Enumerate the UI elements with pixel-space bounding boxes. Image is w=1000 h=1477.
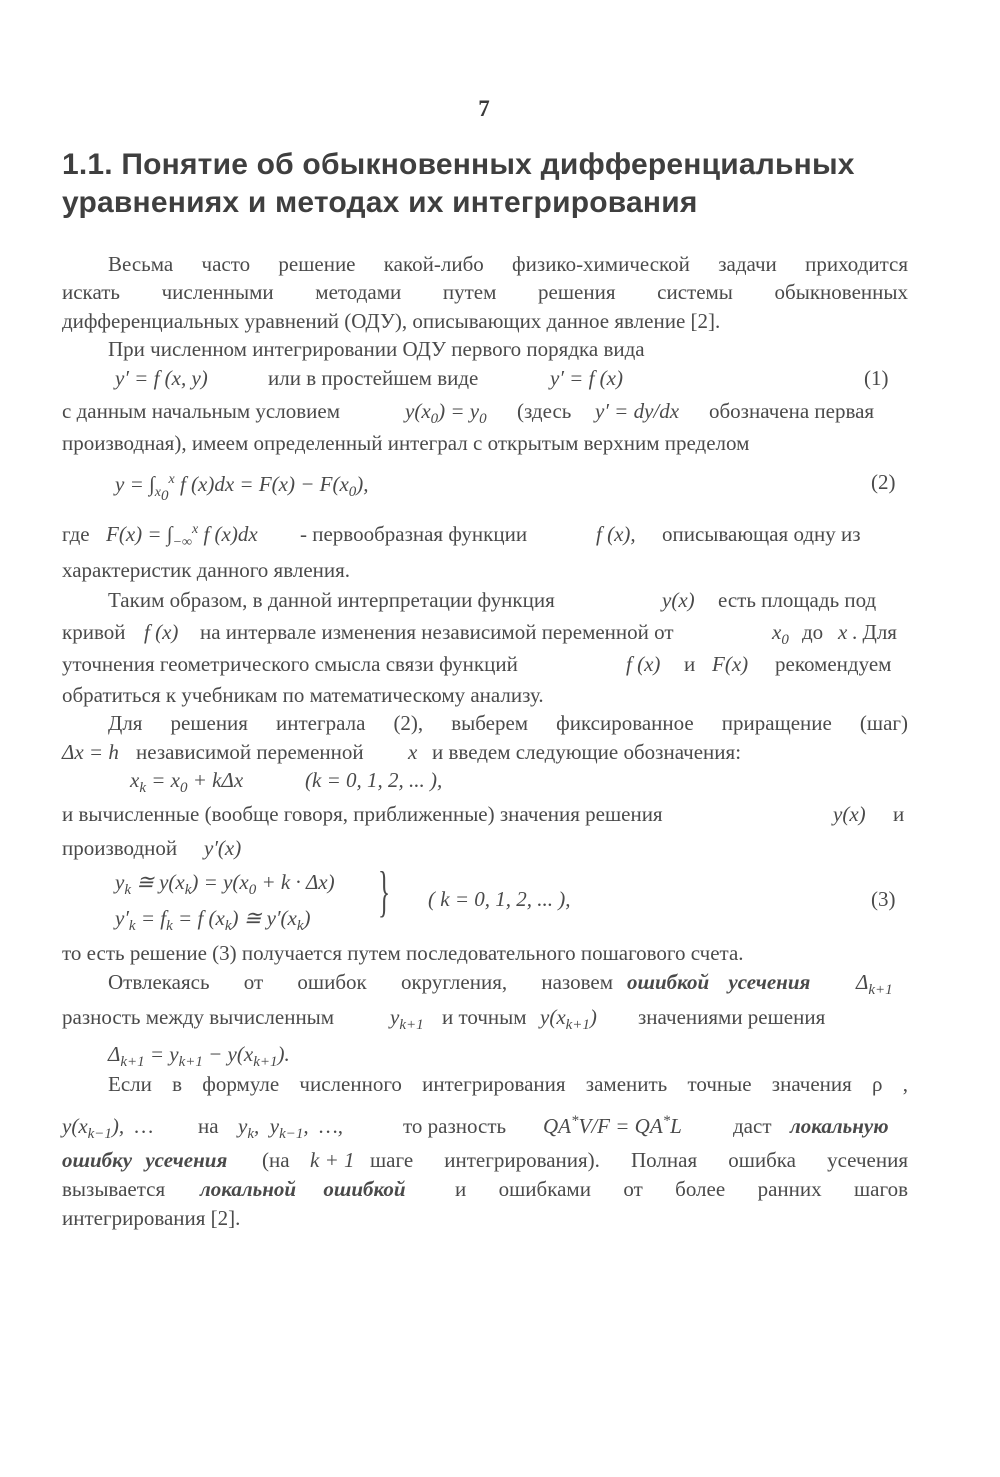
equation-xk: $x_k = x_0 + k\Delta x$ [130, 768, 244, 797]
paragraph-10-line-2-a: на [198, 1114, 219, 1138]
paragraph-2-line-1: При численном интегрировании ОДУ первого порядка вида [108, 337, 645, 361]
page-number: 7 [478, 96, 490, 121]
equation-2: $y = \int_{x_0}^x$ f $(x)dx = F(x) - F(x_0)$, [115, 472, 369, 504]
term-local-error: локальной ошибкой [200, 1177, 406, 1201]
y-x-k1: $y(x_{k+1})$ [540, 1005, 597, 1034]
paragraph-4-line-1-c: описывающая одну из [662, 522, 861, 546]
paragraph-7-line-2-a: производной [62, 836, 178, 860]
function-f-2: f (x) [626, 652, 661, 676]
paragraph-10-line-4-a: вызывается [62, 1177, 166, 1201]
paragraph-5-line-3-c: рекомендуем [775, 652, 892, 676]
y-k-list: $y_k$, $y_{k-1}$, …, [238, 1114, 344, 1143]
paragraph-1-line-2: искать численными методами путем решения системы обыкновенных [62, 280, 908, 304]
paragraph-5-line-2-a: кривой [62, 620, 126, 644]
x-var-2: x [408, 740, 418, 764]
function-f: f (x), [596, 522, 636, 546]
paragraph-5-line-2-d: . Для [852, 620, 897, 644]
paragraph-6-line-2-a: независимой переменной [136, 740, 364, 764]
paragraph-7-line-1-b: и [893, 802, 905, 826]
derivative-definition: y′ = dy/dx [595, 399, 680, 423]
paragraph-10-line-2-c: даст [733, 1114, 772, 1138]
equation-1-number: (1) [864, 366, 889, 390]
equation-xk-range: (k = 0, 1, 2, ... ), [305, 768, 443, 792]
y-k1: $y_{k+1}$ [390, 1005, 424, 1034]
paragraph-6-line-1: Для решения интеграла (2), выберем фиксированное приращение (шаг) [108, 711, 908, 735]
equation-delta: $\Delta_{k+1} = y_{k+1} - y(x_{k+1})$. [108, 1042, 290, 1071]
paragraph-8: то есть решение (3) получается путем последовательного пошагового счета. [62, 941, 744, 965]
initial-condition: $y(x_0) = y_0$ [405, 399, 487, 428]
equation-1-text: или в простейшем виде [268, 366, 479, 390]
paragraph-10-line-3-b: (на [262, 1148, 290, 1172]
paragraph-10-line-5: интегрирования [2]. [62, 1206, 241, 1230]
paragraph-4-line-1-a: где [62, 522, 90, 546]
paragraph-5-line-2-b: на интервале изменения независимой переменной от [200, 620, 674, 644]
paragraph-3-line-2: производная), имеем определенный интеграл с открытым верхним пределом [62, 431, 750, 455]
paragraph-3-line-1-a: с данным начальным условием [62, 399, 340, 423]
qa-formula: QA*V/F = QA*L [543, 1113, 682, 1138]
equation-1-a: y′ = f (x, y) [115, 366, 208, 390]
function-y: y(x) [662, 588, 695, 612]
paragraph-3-line-1-b: (здесь [517, 399, 572, 423]
function-F: F(x) [712, 652, 749, 676]
equation-3-number: (3) [871, 887, 896, 911]
equation-1-b: y′ = f (x) [550, 366, 623, 390]
term-local: локальную [790, 1114, 889, 1138]
paragraph-1-line-3: дифференциальных уравнений (ОДУ), описывающих данное явление [2]. [62, 309, 721, 333]
paragraph-9-line-2-a: разность между вычисленным [62, 1005, 335, 1029]
paragraph-5-line-3-a: уточнения геометрического смысла связи функций [62, 652, 518, 676]
delta-k1: $\Delta_{k+1}$ [856, 970, 893, 999]
paragraph-10-line-1: Если в формуле численного интегрирования заменить точные значения ρ , [108, 1072, 908, 1096]
equation-3-brace: } [378, 861, 391, 923]
paragraph-5-line-1-a: Таким образом, в данной интерпретации функция [108, 588, 555, 612]
function-f-curve: f (x) [144, 620, 179, 644]
derivative-y: y′(x) [204, 836, 242, 860]
solution-y: y(x) [833, 802, 866, 826]
paragraph-5-line-3-b: и [684, 652, 696, 676]
paragraph-10-line-3-c: шаге интегрирования). Полная ошибка усечения [370, 1148, 908, 1172]
equation-3-line-1: $y_k$ ≅ $y(x_k) = y(x_0 + k \cdot \Delta x)$ [115, 870, 335, 899]
paragraph-9-line-2-b: и точным [442, 1005, 527, 1029]
paragraph-1-line-1: Весьма часто решение какой-либо физико-химической задачи приходится [108, 252, 908, 276]
paragraph-9-line-2-c: значениями решения [638, 1005, 826, 1029]
term-local-truncation-error: ошибку усечения [62, 1148, 228, 1172]
equation-3-line-2: $y'_k = f_k = f$ $(x_k)$ ≅ $y'(x_k)$ [115, 906, 311, 935]
paragraph-9-line-1-a: Отвлекаясь от ошибок округления, назовем [108, 970, 613, 994]
section-heading-line-2: уравнениях и методах их интегрирования [62, 186, 698, 219]
paragraph-5-line-4: обратиться к учебникам по математическому анализу. [62, 683, 544, 707]
paragraph-5-line-1-b: есть площадь под [718, 588, 877, 612]
k-plus-1: k + 1 [310, 1148, 355, 1172]
term-truncation-error: ошибкой усечения [627, 970, 811, 994]
section-heading-line-1: 1.1. Понятие об обыкновенных дифференциальных [62, 148, 855, 181]
paragraph-4-line-1-b: - первообразная функции [300, 522, 528, 546]
paragraph-3-line-1-c: обозначена первая [709, 399, 875, 423]
paragraph-10-line-2-b: то разность [403, 1114, 507, 1138]
paragraph-7-line-1-a: и вычисленные (вообще говоря, приближенные) значения решения [62, 802, 663, 826]
paragraph-4-line-2: характеристик данного явления. [62, 558, 351, 582]
x0: $x_0$ [772, 620, 789, 649]
equation-3-range: ( k = 0, 1, 2, ... ), [428, 887, 571, 911]
y-x-k-1: $y(x_{k-1})$, … [62, 1114, 154, 1143]
x-var: x [838, 620, 848, 644]
paragraph-6-line-2-b: и введем следующие обозначения: [432, 740, 742, 764]
paragraph-5-line-2-c: до [802, 620, 824, 644]
equation-2-number: (2) [871, 470, 896, 494]
antiderivative-definition: $F(x) = \int_{-\infty}^x$ f (x)dx [106, 522, 258, 551]
step-definition: Δx = h [62, 740, 119, 764]
paragraph-10-line-4-c: и ошибками от более ранних шагов [455, 1177, 908, 1201]
